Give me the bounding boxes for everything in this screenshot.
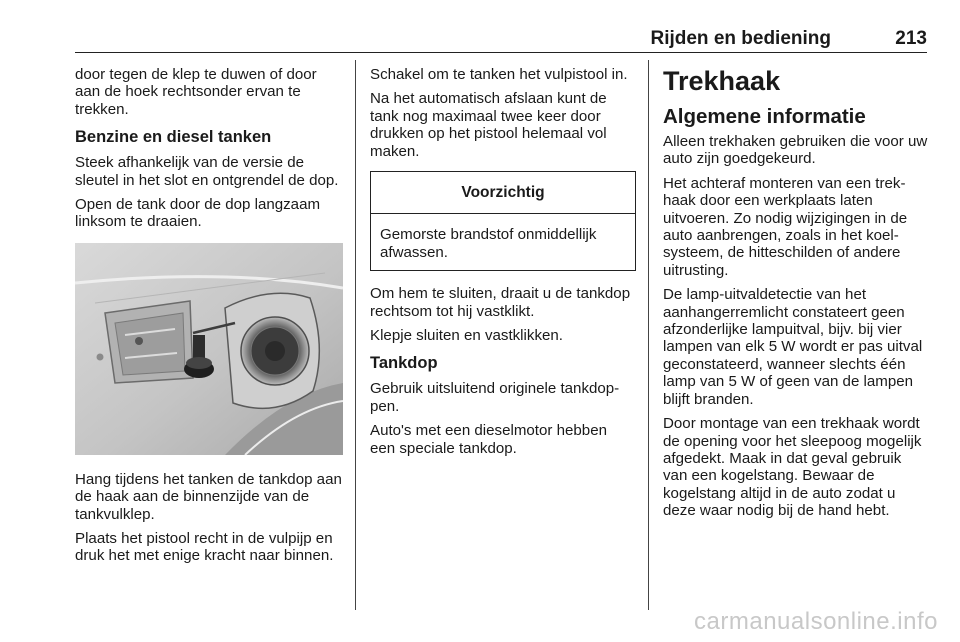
section-heading: Benzine en diesel tanken <box>75 128 272 147</box>
column-divider <box>355 60 356 610</box>
page-number: 213 <box>895 28 927 49</box>
paragraph: door tegen de klep te duwen of door aan de hoek rechtsonder ervan te trekken. <box>75 66 317 118</box>
paragraph: Hang tijdens het tanken de tankdop aan de haak aan de binnenzijde van de tankvulklep. <box>75 470 342 523</box>
fuel-filler-cap-illustration <box>75 243 343 455</box>
caution-text: Gemorste brandstof onmiddellijk afwassen. <box>380 226 597 261</box>
page-header <box>75 28 927 53</box>
paragraph: Alleen trekhaken gebruiken die voor uw auto zijn goedgekeurd. <box>663 133 928 168</box>
paragraph: Het achteraf monteren van een trekhaak door een werkplaats laten uitvoeren. Zo nodig wijzigingen in de auto aanbrengen, zoals in het koelsysteem, de hitteschilden of andere uitrusting. <box>663 174 908 279</box>
paragraph: Plaats het pistool recht in de vulpijp en druk het met enige kracht naar binnen. <box>75 530 334 565</box>
caution-box <box>370 171 636 271</box>
column-middle <box>370 66 636 464</box>
watermark: carmanualsonline.info <box>694 608 938 635</box>
paragraph: De lamp-uitvaldetectie van het aanhangerremlicht constateert geen afzonderlijke lampuitval, bijv. bij vier lampen van elk 5 W wordt er pas uitval geconstateerd, wanneer slechts één lamp van 5 W of geen van de lampen blijft branden. <box>663 286 923 408</box>
subsection-title: Algemene informatie <box>663 105 866 128</box>
paragraph: Na het automatisch afslaan kunt de tank nog maximaal twee keer door drukken op het pistool helemaal vol maken. <box>370 90 607 160</box>
paragraph: Schakel om te tanken het vulpistool in. <box>370 66 628 83</box>
section-title: Rijden en bediening <box>650 28 831 49</box>
caution-title: Voorzichtig <box>371 172 635 214</box>
paragraph: Om hem te sluiten, draait u de tankdop rechtsom tot hij vastklikt. <box>370 285 631 320</box>
paragraph: Door montage van een trekhaak wordt de opening voor het sleepoog mogelijk afgedekt. Maak in dat geval gebruik van een kogelstang. Bewaar de kogelstang altijd in de auto zodat u deze waar nodig bij de hand hebt. <box>663 415 922 520</box>
section-heading: Tankdop <box>370 354 438 373</box>
paragraph: Steek afhankelijk van de versie de sleutel in het slot en ontgrendel de dop. <box>75 154 339 189</box>
paragraph: Open de tank door de dop langzaam linksom te draaien. <box>75 196 321 231</box>
column-left <box>75 66 343 572</box>
column-divider <box>648 60 649 610</box>
chapter-title: Trekhaak <box>663 66 781 96</box>
paragraph: Auto's met een dieselmotor hebben een speciale tankdop. <box>370 422 607 457</box>
column-right <box>663 66 928 527</box>
paragraph: Gebruik uitsluitend originele tankdoppen. <box>370 380 620 415</box>
paragraph: Klepje sluiten en vastklikken. <box>370 327 563 345</box>
